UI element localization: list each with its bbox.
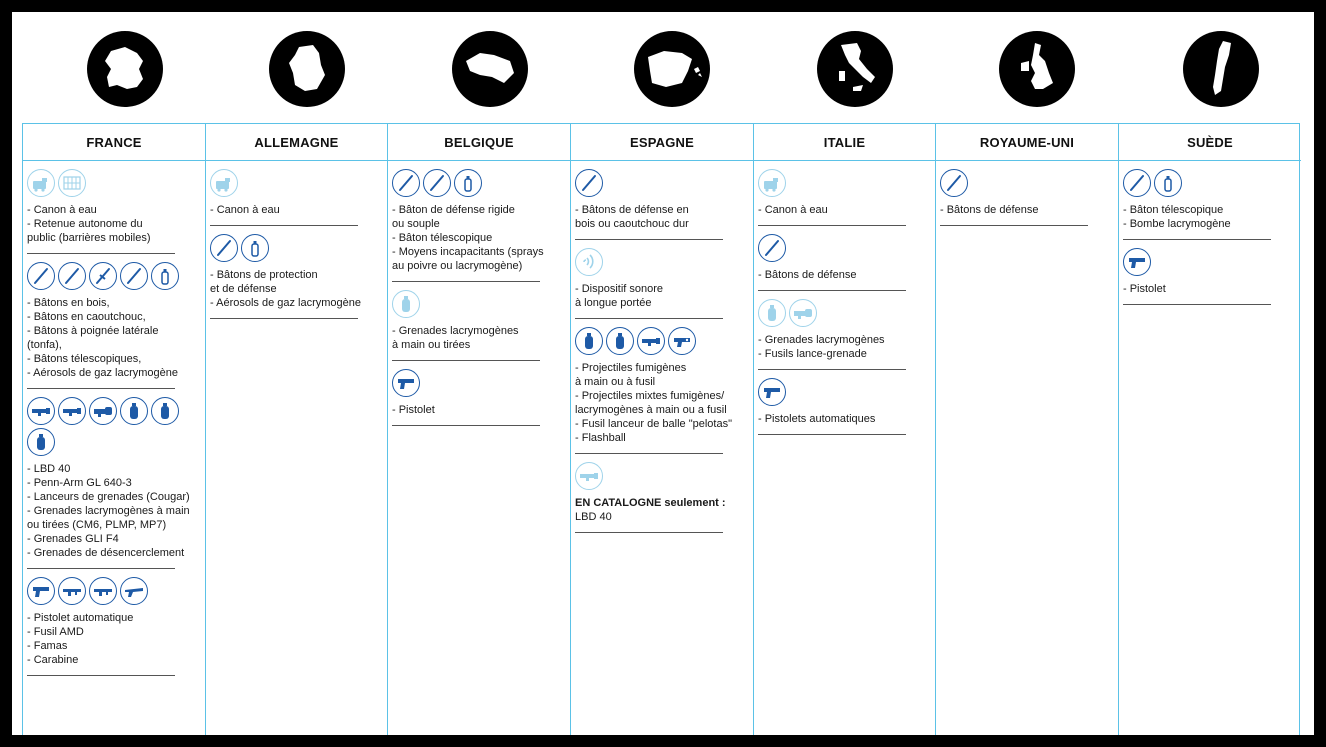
column-body <box>571 161 753 533</box>
list-item: - Grenades lacrymogènes à main <box>27 505 190 517</box>
icon-row <box>27 262 201 290</box>
baton-icon <box>210 234 238 262</box>
list-item: - LBD 40 <box>27 463 71 475</box>
divider <box>27 253 175 254</box>
list-item: - Bâtons de défense <box>940 204 1039 216</box>
grenade-icon <box>120 397 148 425</box>
item-list <box>392 403 566 417</box>
list-item: ou tirées (CM6, PLMP, MP7) <box>27 519 167 531</box>
item-list <box>27 611 201 667</box>
baton-icon <box>58 262 86 290</box>
list-item: - Pistolet <box>1123 283 1166 295</box>
list-item: - Bombe lacrymogène <box>1123 218 1231 230</box>
divider <box>392 360 540 361</box>
list-item: - Bâton de défense rigide <box>392 204 515 216</box>
list-item: - Bâtons de protection <box>210 269 318 281</box>
item-list <box>392 324 566 352</box>
list-item: - Bâton télescopique <box>1123 204 1224 216</box>
weapon-group <box>1123 169 1297 240</box>
divider <box>575 239 723 240</box>
item-list <box>210 268 383 310</box>
spray-can-icon <box>241 234 269 262</box>
belgium-map-icon <box>452 31 528 107</box>
pistol-icon <box>1123 248 1151 276</box>
country-header: FRANCE <box>23 124 205 161</box>
weapon-group <box>27 397 201 569</box>
column-body <box>206 161 387 319</box>
badge-italy-map-icon <box>817 31 893 107</box>
divider <box>575 532 723 533</box>
column-body <box>936 161 1118 226</box>
weapon-group <box>575 169 749 240</box>
item-list <box>575 496 749 524</box>
list-item: - Lanceurs de grenades (Cougar) <box>27 491 190 503</box>
list-item: - Moyens incapacitants (sprays <box>392 246 544 258</box>
list-item: - Projectiles mixtes fumigènes/ <box>575 390 725 402</box>
icon-row <box>210 234 383 262</box>
list-item: ou souple <box>392 218 440 230</box>
spray-can-icon <box>454 169 482 197</box>
divider <box>1123 304 1271 305</box>
badge-belgium-map-icon <box>452 31 528 107</box>
list-item: et de défense <box>210 283 277 295</box>
weapon-group <box>575 327 749 454</box>
column-body <box>388 161 570 426</box>
water-cannon-icon <box>210 169 238 197</box>
weapon-group <box>940 169 1114 226</box>
divider <box>392 425 540 426</box>
baton-icon <box>120 262 148 290</box>
icon-row <box>940 169 1114 197</box>
list-item: - Grenades lacrymogènes <box>758 334 885 346</box>
divider <box>1123 239 1271 240</box>
list-item: à longue portée <box>575 297 652 309</box>
list-item: LBD 40 <box>575 511 612 523</box>
list-item: - Grenades GLI F4 <box>27 533 119 545</box>
country-header: ESPAGNE <box>571 124 753 161</box>
column-1 <box>23 124 206 735</box>
icon-row <box>758 234 931 262</box>
divider <box>27 388 175 389</box>
divider <box>575 453 723 454</box>
tonfa-icon <box>89 262 117 290</box>
divider <box>758 290 906 291</box>
weapon-group <box>758 234 931 291</box>
infographic <box>12 12 1314 735</box>
divider <box>940 225 1088 226</box>
list-item: à main ou tirées <box>392 339 471 351</box>
list-item: - Grenades de désencerclement <box>27 547 185 559</box>
divider <box>575 318 723 319</box>
grenade-icon <box>27 428 55 456</box>
badge-uk-map-icon <box>999 31 1075 107</box>
icon-row <box>758 299 931 327</box>
baton-icon <box>758 234 786 262</box>
weapon-group <box>27 262 201 389</box>
divider <box>392 281 540 282</box>
item-list <box>575 361 749 445</box>
item-list <box>758 333 931 361</box>
baton-icon <box>27 262 55 290</box>
badge-spain-map-icon <box>634 31 710 107</box>
icon-row <box>758 378 931 406</box>
weapon-group <box>392 290 566 361</box>
weapon-group <box>758 378 931 435</box>
launcher-icon <box>575 462 603 490</box>
launcher-icon <box>637 327 665 355</box>
country-header: ITALIE <box>754 124 935 161</box>
water-cannon-icon <box>27 169 55 197</box>
item-list <box>27 203 201 245</box>
column-7 <box>1119 124 1301 735</box>
icon-row <box>27 169 201 197</box>
spray-can-icon <box>1154 169 1182 197</box>
column-4 <box>571 124 754 735</box>
list-item: - Bâtons en bois, <box>27 297 110 309</box>
list-item: - Fusil lanceur de balle "pelotas" <box>575 418 733 430</box>
spain-map-icon <box>634 31 710 107</box>
baton-icon <box>392 169 420 197</box>
weapon-group <box>27 169 201 254</box>
list-item: - Canon à eau <box>210 204 280 216</box>
germany-map-icon <box>269 31 345 107</box>
carbine-icon <box>120 577 148 605</box>
item-list <box>1123 203 1297 231</box>
weapon-group <box>1123 248 1297 305</box>
sweden-map-icon <box>1183 31 1259 107</box>
list-item: - Fusil AMD <box>27 626 84 638</box>
badge-germany-map-icon <box>269 31 345 107</box>
list-item: lacrymogènes à main ou a fusil <box>575 404 727 416</box>
country-header: BELGIQUE <box>388 124 570 161</box>
list-item: - Grenades lacrymogènes <box>392 325 519 337</box>
uk-map-icon <box>999 31 1075 107</box>
launcher-icon <box>27 397 55 425</box>
divider <box>758 225 906 226</box>
baton-icon <box>940 169 968 197</box>
item-list <box>1123 282 1297 296</box>
list-item: - Aérosols de gaz lacrymogène <box>210 297 362 309</box>
item-list <box>758 412 931 426</box>
divider <box>210 318 358 319</box>
launcher-icon <box>58 397 86 425</box>
country-header: ROYAUME-UNI <box>936 124 1118 161</box>
divider <box>758 369 906 370</box>
list-item: - Bâtons télescopiques, <box>27 353 142 365</box>
divider <box>27 568 175 569</box>
divider <box>210 225 358 226</box>
icon-row <box>575 169 749 197</box>
list-item: - Bâtons de défense en <box>575 204 689 216</box>
grenade-launcher-icon <box>89 397 117 425</box>
divider <box>758 434 906 435</box>
rifle-icon <box>58 577 86 605</box>
list-item: - Penn-Arm GL 640-3 <box>27 477 132 489</box>
water-cannon-icon <box>758 169 786 197</box>
list-item: - Fusils lance-grenade <box>758 348 867 360</box>
barrier-icon <box>58 169 86 197</box>
badge-sweden-map-icon <box>1183 31 1259 107</box>
list-item: EN CATALOGNE seulement : <box>575 497 726 509</box>
list-item: bois ou caoutchouc dur <box>575 218 689 230</box>
column-body <box>754 161 935 435</box>
icon-row <box>575 462 749 490</box>
list-item: - Canon à eau <box>758 204 828 216</box>
list-item: - Pistolet automatique <box>27 612 134 624</box>
badge-france-map-icon <box>87 31 163 107</box>
divider <box>27 675 175 676</box>
grenade-launcher-icon <box>789 299 817 327</box>
item-list <box>758 268 931 282</box>
list-item: - Canon à eau <box>27 204 97 216</box>
list-item: (tonfa), <box>27 339 62 351</box>
item-list <box>27 296 201 380</box>
icon-row <box>575 327 749 355</box>
weapons-table <box>22 123 1300 735</box>
item-list <box>392 203 566 273</box>
icon-row <box>210 169 383 197</box>
icon-row <box>27 577 201 605</box>
sound-device-icon <box>575 248 603 276</box>
list-item: - Pistolet <box>392 404 435 416</box>
grenade-icon <box>392 290 420 318</box>
icon-row <box>392 290 566 318</box>
pistol-icon <box>27 577 55 605</box>
icon-row <box>392 369 566 397</box>
flashball-icon <box>668 327 696 355</box>
italy-map-icon <box>817 31 893 107</box>
list-item: - Bâtons de défense <box>758 269 857 281</box>
list-item: - Famas <box>27 640 68 652</box>
country-header: SUÈDE <box>1119 124 1301 161</box>
item-list <box>940 203 1114 217</box>
column-3 <box>388 124 571 735</box>
icon-row <box>758 169 931 197</box>
grenade-icon <box>758 299 786 327</box>
list-item: - Flashball <box>575 432 626 444</box>
weapon-group <box>392 369 566 426</box>
spray-can-icon <box>151 262 179 290</box>
weapon-group <box>210 169 383 226</box>
item-list <box>575 282 749 310</box>
list-item: au poivre ou lacrymogène) <box>392 260 523 272</box>
weapon-group <box>575 248 749 319</box>
weapon-group <box>210 234 383 319</box>
icon-row <box>575 248 749 276</box>
baton-icon <box>423 169 451 197</box>
weapon-group <box>27 577 201 676</box>
list-item: - Dispositif sonore <box>575 283 664 295</box>
icon-row <box>27 397 201 456</box>
list-item: - Retenue autonome du <box>27 218 143 230</box>
weapon-group <box>392 169 566 282</box>
icon-row <box>1123 248 1297 276</box>
column-2 <box>206 124 388 735</box>
weapon-group <box>758 169 931 226</box>
column-body <box>23 161 205 676</box>
weapon-group <box>758 299 931 370</box>
item-list <box>575 203 749 231</box>
item-list <box>758 203 931 217</box>
list-item: - Bâtons en caoutchouc, <box>27 311 146 323</box>
column-5 <box>754 124 936 735</box>
list-item: à main ou à fusil <box>575 376 656 388</box>
pistol-icon <box>392 369 420 397</box>
baton-icon <box>575 169 603 197</box>
item-list <box>27 462 201 560</box>
grenade-icon <box>575 327 603 355</box>
rifle-icon <box>89 577 117 605</box>
list-item: public (barrières mobiles) <box>27 232 151 244</box>
column-body <box>1119 161 1301 305</box>
country-header: ALLEMAGNE <box>206 124 387 161</box>
list-item: - Carabine <box>27 654 79 666</box>
icon-row <box>392 169 566 197</box>
grenade-icon <box>606 327 634 355</box>
list-item: - Pistolets automatiques <box>758 413 876 425</box>
france-map-icon <box>87 31 163 107</box>
pistol-icon <box>758 378 786 406</box>
list-item: - Aérosols de gaz lacrymogène <box>27 367 179 379</box>
weapon-group <box>575 462 749 533</box>
list-item: - Bâtons à poignée latérale <box>27 325 159 337</box>
baton-icon <box>1123 169 1151 197</box>
list-item: - Bâton télescopique <box>392 232 493 244</box>
grenade-icon <box>151 397 179 425</box>
list-item: - Projectiles fumigènes <box>575 362 687 374</box>
column-6 <box>936 124 1119 735</box>
icon-row <box>1123 169 1297 197</box>
item-list <box>210 203 383 217</box>
